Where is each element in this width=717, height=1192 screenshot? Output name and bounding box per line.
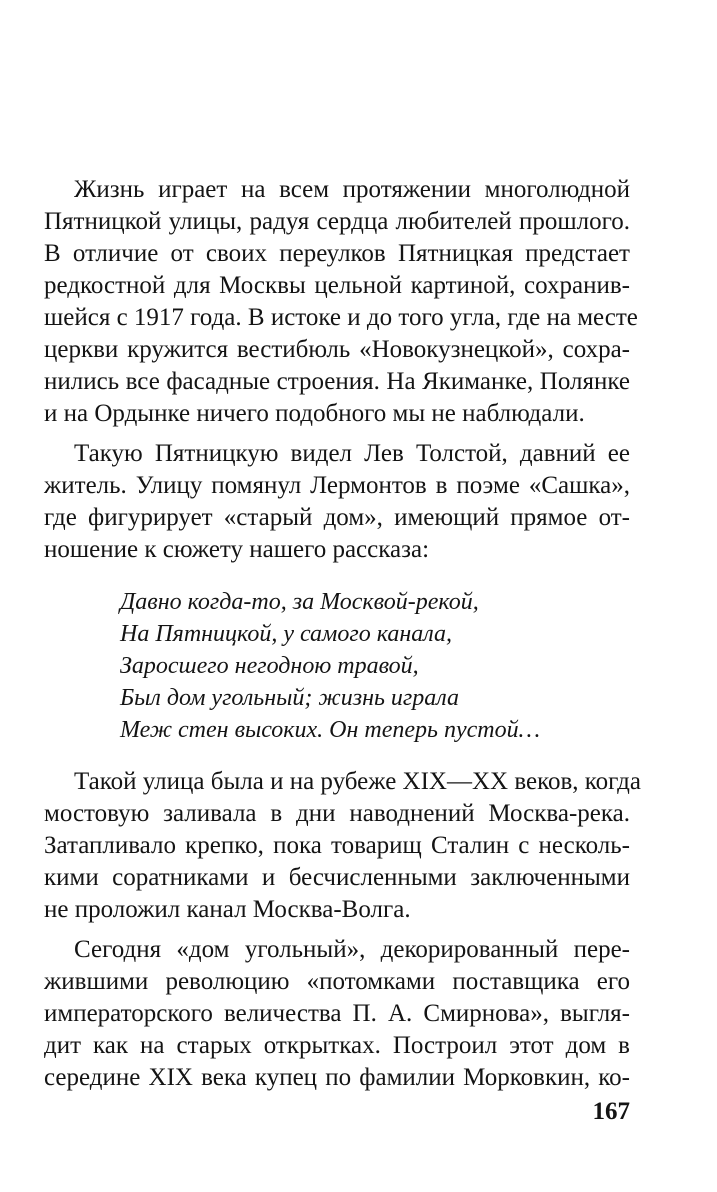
text-line: В отличие от своих переулков Пятницкая предстает xyxy=(44,240,630,267)
poem-line: Заросшего негодною травой, xyxy=(120,653,419,679)
text-line: Затапливало крепко, пока товарищ Сталин с несколь- xyxy=(44,832,630,859)
text-line: мостовую заливала в дни наводнений Москва-река. xyxy=(44,800,630,827)
text-line: житель. Улицу помянул Лермонтов в поэме «Сашка», xyxy=(44,472,630,499)
poem-quote xyxy=(44,586,630,746)
text-line: Жизнь играет на всем протяжении многолюдной xyxy=(74,176,630,203)
text-line: императорского величества П. А. Смирнова», выгля- xyxy=(44,1000,630,1027)
text-line: и на Ордынке ничего подобного мы не наблюдали. xyxy=(44,400,585,427)
text-line: не проложил канал Москва-Волга. xyxy=(44,896,411,923)
text-line: Пятницкой улицы, радуя сердца любителей прошлого. xyxy=(44,208,630,235)
text-line: церкви кружится вестибюль «Новокузнецкой», сохра- xyxy=(44,336,630,363)
paragraph-1 xyxy=(44,174,638,430)
page-number: 167 xyxy=(592,1098,630,1125)
text-line: дит как на старых открытках. Построил этот дом в xyxy=(44,1032,630,1059)
poem-line: Был дом угольный; жизнь играла xyxy=(120,685,460,711)
text-line: редкостной для Москвы цельной картиной, сохранив- xyxy=(44,272,630,299)
text-line: Такой улица была и на рубеже XIX—XX веков, когда xyxy=(74,768,641,795)
text-line: шейся с 1917 года. В истоке и до того угла, где на месте xyxy=(44,304,638,331)
text-line: Такую Пятницкую видел Лев Толстой, давний ее xyxy=(74,440,630,467)
poem-line: Меж стен высоких. Он теперь пустой… xyxy=(120,717,540,743)
poem-line: На Пятницкой, у самого канала, xyxy=(120,621,453,647)
text-line: где фигурирует «старый дом», имеющий прямое от- xyxy=(44,504,630,531)
text-line: нились все фасадные строения. На Якиманке, Полянке xyxy=(44,368,630,395)
paragraph-3 xyxy=(44,766,641,926)
text-line: середине XIX века купец по фамилии Морковкин, ко- xyxy=(44,1064,630,1091)
poem-line: Давно когда-то, за Москвой-рекой, xyxy=(120,589,479,615)
paragraph-4 xyxy=(44,934,630,1094)
page-body xyxy=(44,174,641,1094)
text-line: кими соратниками и бесчисленными заключенными xyxy=(44,864,630,891)
text-line: ношение к сюжету нашего рассказа: xyxy=(44,536,430,563)
text-line: жившими революцию «потомками поставщика его xyxy=(44,968,630,995)
paragraph-2 xyxy=(44,438,630,566)
text-line: Сегодня «дом угольный», декорированный пере- xyxy=(74,936,630,963)
